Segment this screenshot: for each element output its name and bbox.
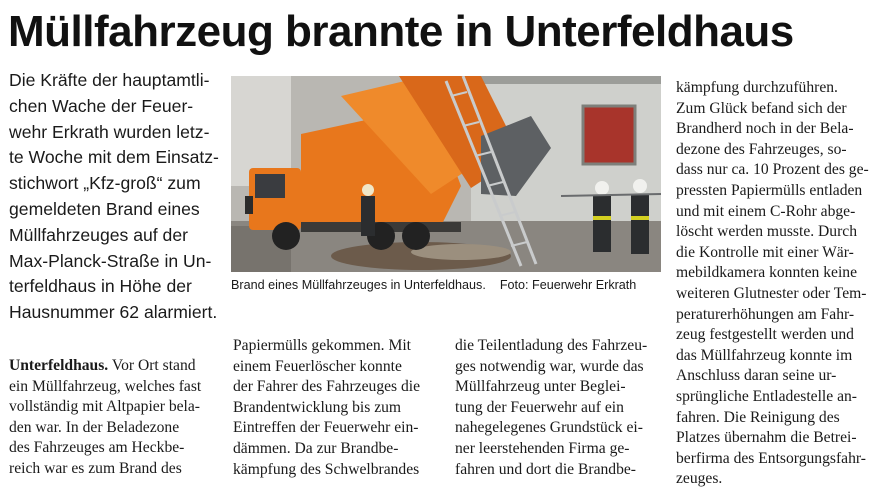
caption-text: Brand eines Müllfahrzeuges in Unterfeldhaus. — [231, 278, 486, 292]
body-line: die Kontrolle mit einer Wär- — [676, 243, 854, 261]
photo-credit: Foto: Feuerwehr Erkrath — [499, 278, 637, 292]
body-column-4 — [676, 78, 886, 490]
body-line: berfirma des Entsorgungsfahr- — [676, 449, 866, 467]
lead-line: Hausnummer 62 alarmiert. — [9, 302, 218, 323]
body-line: der Fahrer des Fahrzeuges die — [233, 378, 421, 396]
lead-line: Die Kräfte der hauptamtli- — [9, 70, 210, 90]
body-text: Vor Ort stand — [108, 357, 196, 374]
body-line: zeug festgestellt werden und — [676, 326, 854, 344]
lead-line: te Woche mit dem Einsatz- — [9, 147, 219, 168]
body-line: löscht werden musste. Durch — [676, 223, 858, 241]
body-line: ein Müllfahrzeug, welches fast — [9, 377, 202, 395]
body-line: Platzes übernahm die Betrei- — [676, 429, 857, 447]
body-line: Brandentwicklung bis zum — [233, 398, 402, 416]
body-line: den war. In der Beladezone — [9, 418, 180, 436]
body-line: fahren und dort die Brandbe- — [455, 460, 636, 478]
dateline: Unterfeldhaus. — [9, 357, 109, 374]
body-line — [9, 356, 227, 377]
body-line: fahren. Die Reinigung des — [676, 408, 840, 426]
body-column-1 — [9, 356, 227, 480]
lead-line: chen Wache der Feuer- — [9, 95, 194, 116]
body-line: dass nur ca. 10 Prozent des ge- — [676, 161, 869, 179]
body-line: weiteren Glutnester oder Tem- — [676, 284, 867, 302]
body-line: sprüngliche Entladestelle an- — [676, 387, 857, 405]
body-line: vollständig mit Altpapier bela- — [9, 398, 200, 416]
body-line: ner leerstehenden Firma ge- — [455, 439, 630, 457]
lead-line: stichwort „Kfz-groß“ zum — [9, 173, 201, 194]
photo-caption — [231, 276, 663, 294]
body-line: pressten Papiermülls entladen — [676, 181, 863, 199]
lead-line: Müllfahrzeuges auf der — [9, 224, 188, 245]
body-line: Müllfahrzeug unter Beglei- — [455, 378, 626, 396]
body-line: nahegelegenes Grundstück ei- — [455, 419, 643, 437]
body-line: und mit einem C-Rohr abge- — [676, 202, 856, 220]
body-line: reich war es zum Brand des — [9, 459, 182, 477]
body-line: peraturerhöhungen am Fahr- — [676, 305, 855, 323]
body-column-2 — [233, 336, 448, 480]
body-line: Anschluss daran seine ur- — [676, 367, 837, 385]
lead-line: gemeldeten Brand eines — [9, 198, 200, 219]
body-line: kämpfung des Schwelbrandes — [233, 460, 420, 478]
body-line: mebildkamera konnten keine — [676, 264, 857, 282]
body-line: des Fahrzeuges am Heckbe- — [9, 439, 185, 457]
body-line: zeuges. — [676, 470, 723, 488]
lead-line: Max-Planck-Straße in Un- — [9, 250, 212, 271]
lead-paragraph — [9, 68, 229, 326]
body-line: die Teilentladung des Fahrzeu- — [455, 337, 648, 354]
lead-line: terfeldhaus in Höhe der — [9, 276, 192, 297]
headline: Müllfahrzeug brannte in Unterfeldhaus — [8, 7, 794, 56]
body-line: kämpfung durchzuführen. — [676, 79, 838, 96]
body-line: dämmen. Da zur Brandbe- — [233, 439, 399, 457]
body-line: das Müllfahrzeug konnte im — [676, 346, 853, 364]
body-line: tung der Feuerwehr auf ein — [455, 398, 624, 416]
body-line: einem Feuerlöscher konnte — [233, 357, 402, 375]
body-line: ges notwendig war, wurde das — [455, 357, 644, 375]
body-line: Brandherd noch in der Bela- — [676, 120, 854, 138]
body-line: Eintreffen der Feuerwehr ein- — [233, 419, 419, 437]
garbage-truck-fire-photo — [231, 76, 661, 272]
body-line: dezone des Fahrzeuges, so- — [676, 140, 847, 158]
news-photo — [231, 76, 661, 272]
lead-line: wehr Erkrath wurden letz- — [9, 121, 210, 142]
body-line: Papiermülls gekommen. Mit — [233, 337, 412, 354]
body-column-3 — [455, 336, 667, 480]
body-line: Zum Glück befand sich der — [676, 99, 847, 117]
